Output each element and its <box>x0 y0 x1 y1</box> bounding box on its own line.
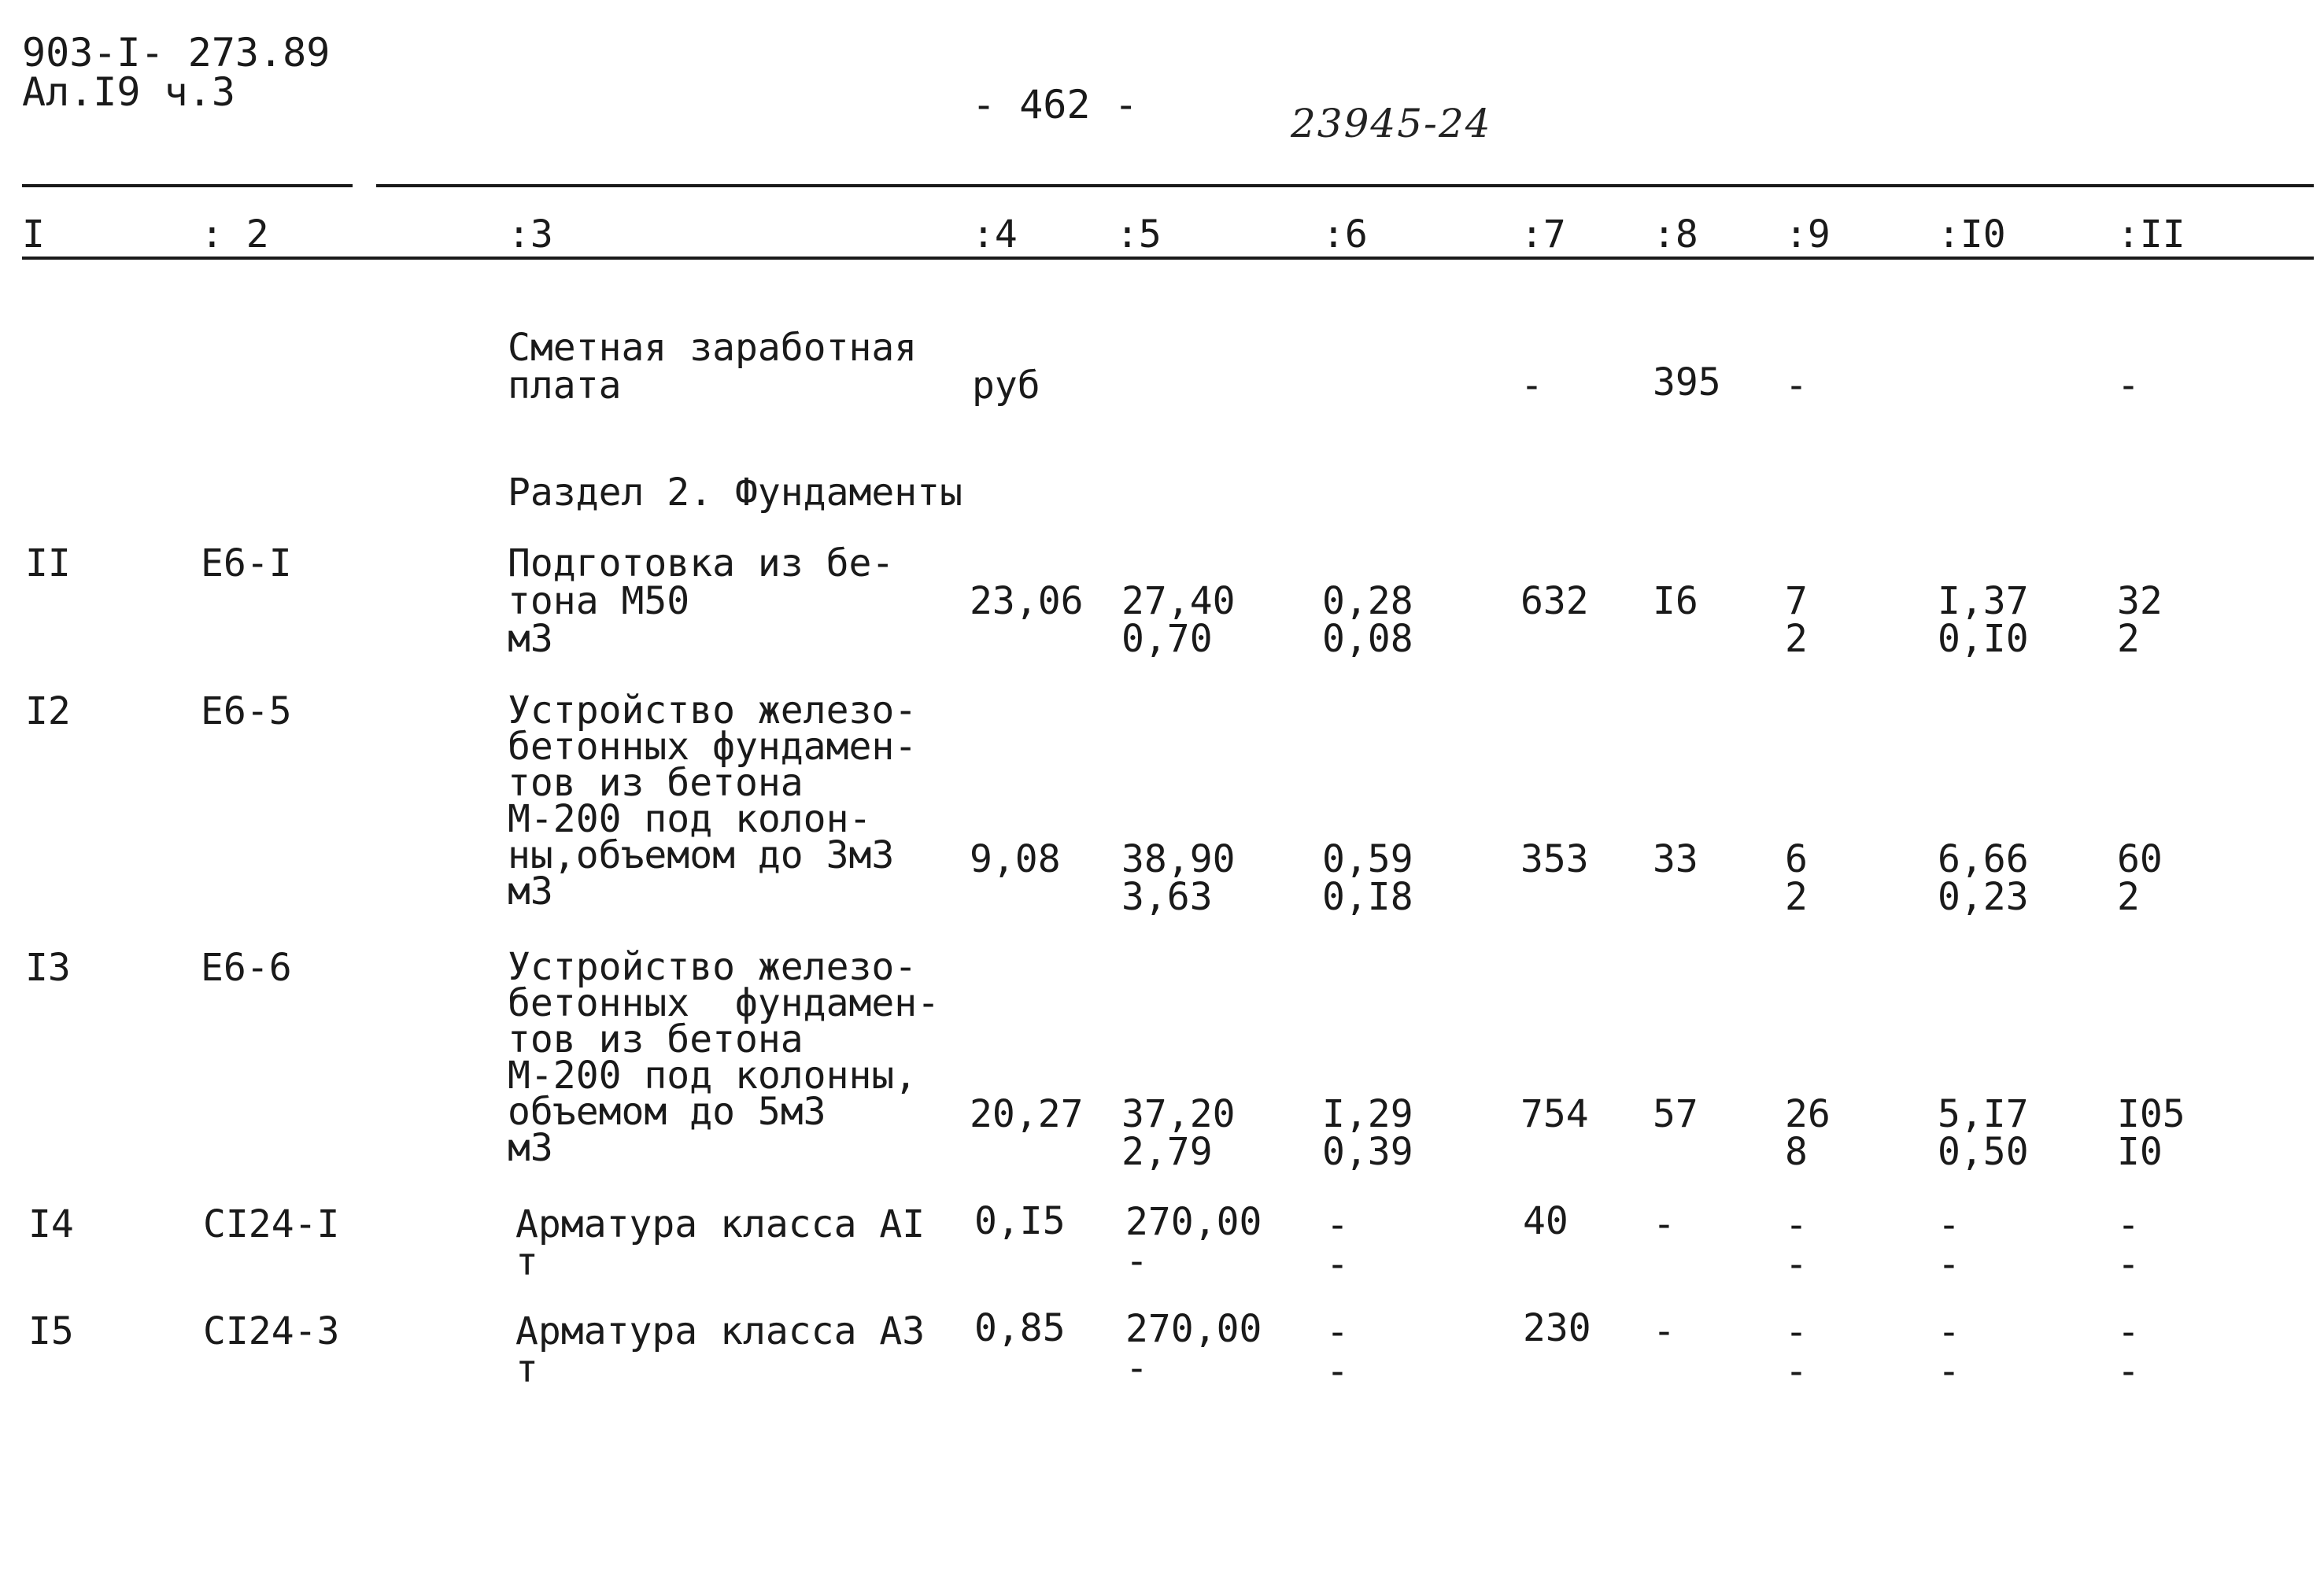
row-col8: 33 <box>1653 837 1698 881</box>
column-header-7: :7 <box>1520 212 1566 257</box>
row-col11: - - <box>2117 1203 2140 1287</box>
row-col7: 754 <box>1520 1092 1589 1136</box>
row-col10: - - <box>1938 1203 1960 1287</box>
row-col8: - <box>1653 1202 1676 1246</box>
document-code: 903-I- 273.89 <box>22 30 331 76</box>
row-price: 38,90 3,63 <box>1121 837 1236 919</box>
row-number: I3 <box>25 946 71 990</box>
row-price: 270,00 - <box>1125 1200 1262 1283</box>
row-col8: I6 <box>1653 579 1698 623</box>
row-code: Е6-I <box>201 541 292 585</box>
row-col9: 7 2 <box>1785 579 1808 661</box>
row-col6: I,29 0,39 <box>1322 1092 1413 1174</box>
row-price: 27,40 0,70 <box>1121 579 1236 661</box>
row-col9: - - <box>1785 1203 1808 1287</box>
page-number: - 462 - <box>972 82 1138 127</box>
row-col10: 6,66 0,23 <box>1938 837 2029 919</box>
column-header-5: :5 <box>1116 212 1162 257</box>
row-col6: - - <box>1326 1203 1349 1287</box>
row-name: Арматура класса AI т <box>515 1202 926 1284</box>
row-col11: I05 I0 <box>2117 1092 2185 1174</box>
row-code: Е6-5 <box>201 689 292 733</box>
header-rule-right <box>376 184 2314 187</box>
summary-col11: - <box>2117 364 2140 408</box>
row-col6: - - <box>1326 1310 1349 1394</box>
row-col10: 5,I7 0,50 <box>1938 1092 2029 1174</box>
column-header-3: :3 <box>508 212 553 257</box>
row-col6: 0,28 0,08 <box>1322 579 1413 661</box>
row-name: Подготовка из бе- тона М50 м3 <box>508 541 895 661</box>
summary-unit: руб <box>972 364 1040 408</box>
row-code: CI24-I <box>203 1202 340 1246</box>
row-col7: 353 <box>1520 837 1589 881</box>
row-quantity: 0,85 <box>974 1306 1066 1350</box>
row-number: I5 <box>28 1309 74 1353</box>
summary-col8: 395 <box>1653 360 1721 404</box>
row-quantity: 20,27 <box>970 1092 1084 1136</box>
column-header-1: I <box>22 212 45 257</box>
row-price: 37,20 2,79 <box>1121 1092 1236 1174</box>
row-col7: 230 <box>1523 1306 1591 1350</box>
row-number: II <box>25 541 71 585</box>
column-header-9: :9 <box>1785 212 1831 257</box>
row-col9: - - <box>1785 1310 1808 1394</box>
column-header-rule <box>22 257 2314 260</box>
row-col7: 40 <box>1523 1199 1568 1243</box>
album-reference: Ал.I9 ч.3 <box>22 69 235 115</box>
row-col10: - - <box>1938 1310 1960 1394</box>
row-name: Арматура класса A3 т <box>515 1309 926 1391</box>
inventory-number: 23945-24 <box>1291 101 1492 146</box>
column-header-2: : 2 <box>201 212 269 257</box>
row-name: Устройство железо- бетонных фундамен- тов из бетона М-200 под колонны, объемом до 5м3 м3 <box>508 945 940 1170</box>
row-code: CI24-3 <box>203 1309 340 1353</box>
row-col8: 57 <box>1653 1092 1698 1136</box>
column-header-11: :II <box>2117 212 2185 257</box>
row-number: I4 <box>28 1202 74 1246</box>
row-quantity: 0,I5 <box>974 1199 1066 1243</box>
row-quantity: 9,08 <box>970 837 1061 881</box>
column-header-8: :8 <box>1653 212 1698 257</box>
column-header-4: :4 <box>972 212 1018 257</box>
column-header-6: :6 <box>1322 212 1368 257</box>
row-col7: 632 <box>1520 579 1589 623</box>
header-rule-left <box>22 184 353 187</box>
row-price: 270,00 - <box>1125 1307 1262 1390</box>
row-col9: 26 8 <box>1785 1092 1831 1174</box>
row-code: Е6-6 <box>201 946 292 990</box>
row-col11: 60 2 <box>2117 837 2163 919</box>
row-col11: 32 2 <box>2117 579 2163 661</box>
summary-col9: - <box>1785 364 1808 408</box>
row-name: Устройство железо- бетонных фундамен- тов из бетона М-200 под колон- ны,объемом до 3м3 м3 <box>508 688 918 914</box>
column-header-10: :I0 <box>1938 212 2006 257</box>
row-col6: 0,59 0,I8 <box>1322 837 1413 919</box>
row-col8: - <box>1653 1309 1676 1353</box>
row-col11: - - <box>2117 1310 2140 1394</box>
summary-col7: - <box>1520 364 1543 408</box>
row-quantity: 23,06 <box>970 579 1084 623</box>
summary-name: Сметная заработная плата <box>508 326 918 408</box>
section-title: Раздел 2. Фундаменты <box>508 471 962 515</box>
row-number: I2 <box>25 689 71 733</box>
row-col10: I,37 0,I0 <box>1938 579 2029 661</box>
row-col9: 6 2 <box>1785 837 1808 919</box>
